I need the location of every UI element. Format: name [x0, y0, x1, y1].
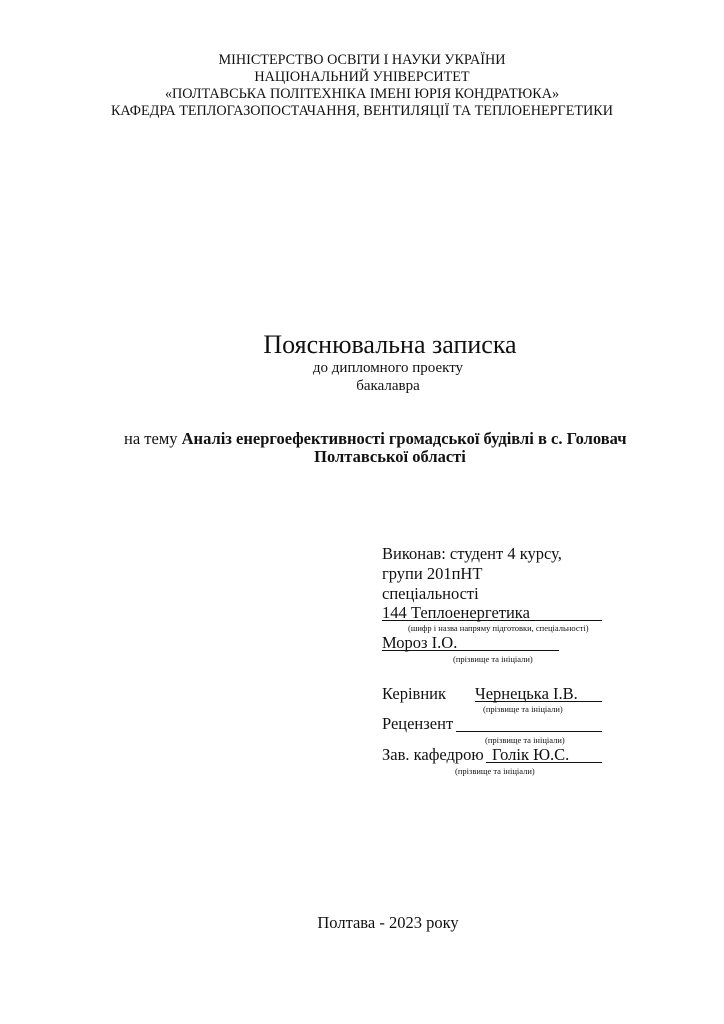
university-line: НАЦІОНАЛЬНИЙ УНІВЕРСИТЕТ [254, 69, 470, 85]
specialty-value: 144 Теплоенергетика [382, 603, 530, 622]
head-underline [486, 762, 602, 763]
topic-prefix: на тему [124, 429, 182, 448]
performer-specialty-label: спеціальності [382, 584, 479, 603]
topic-title: Аналіз енергоефективності громадської будівлі в с. Головач [181, 429, 627, 448]
city-year: Полтава - 2023 року [317, 913, 459, 932]
performer-group: групи 201пНТ [382, 564, 483, 583]
department-line: КАФЕДРА ТЕПЛОГАЗОПОСТАЧАННЯ, ВЕНТИЛЯЦІЇ ТА ТЕПЛОЕНЕРГЕТИКИ [110, 103, 614, 119]
document-subtitle-1: до дипломного проекту [312, 360, 464, 376]
student-caption: (прізвище та ініціали) [453, 654, 533, 664]
supervisor-caption: (прізвище та ініціали) [483, 704, 563, 714]
specialty-underline [382, 620, 602, 621]
reviewer-caption: (прізвище та ініціали) [485, 735, 565, 745]
supervisor-label: Керівник [382, 684, 447, 703]
head-label: Зав. кафедрою [382, 745, 484, 764]
supervisor-underline [475, 701, 602, 702]
document-subtitle-2: бакалавра [356, 378, 420, 394]
student-name: Мороз І.О. [382, 633, 458, 652]
ministry-line: МІНІСТЕРСТВО ОСВІТИ І НАУКИ УКРАЇНИ [218, 52, 506, 68]
topic-title-cont: Полтавської області [314, 447, 466, 466]
topic-line-1 [124, 429, 627, 449]
student-underline [382, 650, 559, 651]
head-caption: (прізвище та ініціали) [455, 766, 535, 776]
head-name: Голік Ю.С. [492, 745, 570, 764]
performer-line-1: Виконав: студент 4 курсу, [382, 544, 562, 563]
document-title: Пояснювальна записка [263, 330, 517, 359]
specialty-caption: (шифр і назва напряму підготовки, спеціальності) [408, 623, 589, 633]
reviewer-underline [456, 731, 602, 732]
topic-line-2 [28, 447, 724, 467]
university-name-line: «ПОЛТАВСЬКА ПОЛІТЕХНІКА ІМЕНІ ЮРІЯ КОНДРАТЮКА» [164, 86, 560, 102]
supervisor-name: Чернецька І.В. [475, 684, 578, 703]
reviewer-label: Рецензент [382, 714, 454, 733]
